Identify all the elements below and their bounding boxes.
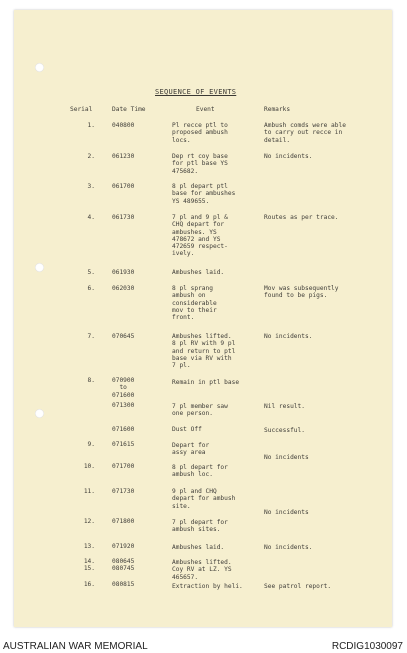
remarks-cell: No incidents [264, 454, 309, 461]
event-cell: 9 pl and CHQ depart for ambush site. [172, 488, 236, 510]
event-cell: 7 pl and 9 pl & CHQ depart for ambushes. YS 478672 and YS 472659 respect- ively. [172, 214, 228, 258]
date-time-cell: 061700 [112, 183, 135, 190]
remarks-cell: Routes as per trace. [264, 214, 339, 221]
date-time-cell: 061730 [112, 214, 135, 221]
serial-cell: 9. [87, 441, 95, 448]
date-time-cell: 071300 [112, 402, 135, 409]
remarks-cell: No incidents. [264, 153, 313, 160]
event-cell: Ambushes lifted. 8 pl RV with 9 pl and return to ptl base via RV with 7 pl. [172, 333, 236, 370]
remarks-cell: No incidents. [264, 544, 313, 551]
date-time-cell: 071700 [112, 463, 135, 470]
date-time-cell: 071730 [112, 488, 135, 495]
document-title: SEQUENCE OF EVENTS [155, 88, 237, 96]
serial-cell: 13. [83, 543, 95, 550]
event-cell: 7 pl depart for ambush sites. [172, 519, 228, 534]
serial-cell: 8. [87, 377, 95, 384]
date-time-cell: 071920 [112, 543, 135, 550]
remarks-cell: Nil result. [264, 403, 305, 410]
event-cell: Ambushes lifted. Coy RV at LZ. YS 465657. [172, 559, 232, 581]
serial-cell: 7. [87, 333, 95, 340]
date-time-cell: 071615 [112, 441, 135, 448]
event-cell: Dust Off [172, 426, 202, 433]
header-event: Event [196, 106, 215, 113]
event-cell: 8 pl depart for ambush loc. [172, 464, 228, 479]
date-time-cell: 080815 [112, 581, 135, 588]
event-cell: Pl recce ptl to proposed ambush locs. [172, 122, 228, 144]
punch-hole-middle [35, 263, 44, 272]
header-date-time: Date Time [112, 106, 146, 113]
punch-hole-bottom [35, 409, 44, 418]
serial-cell: 12. [83, 518, 95, 525]
header-serial: Serial [70, 106, 93, 113]
event-cell: 8 pl depart ptl base for ambushes YS 489655. [172, 183, 236, 205]
event-cell: Depart for assy area [172, 442, 210, 457]
event-cell: Ambushes laid. [172, 269, 225, 276]
date-time-cell: 071800 [112, 518, 135, 525]
serial-cell: 6. [87, 285, 95, 292]
event-cell: Extraction by heli. [172, 583, 243, 590]
remarks-cell: No incidents [264, 509, 309, 516]
serial-cell: 1. [87, 122, 95, 129]
serial-cell: 14. 15. [83, 558, 95, 573]
serial-cell: 3. [87, 183, 95, 190]
serial-cell: 4. [87, 214, 95, 221]
remarks-cell: See patrol report. [264, 583, 332, 590]
date-time-cell: 080645 080745 [112, 558, 135, 573]
archive-credit: AUSTRALIAN WAR MEMORIAL [3, 641, 148, 652]
serial-cell: 11. [83, 488, 95, 495]
remarks-cell: Ambush comds were able to carry out recce in detail. [264, 122, 346, 144]
serial-cell: 16. [83, 581, 95, 588]
remarks-cell: Successful. [264, 427, 305, 434]
date-time-cell: 070645 [112, 333, 135, 340]
header-remarks: Remarks [264, 106, 291, 113]
event-cell: Dep rt coy base for ptl base YS 475682. [172, 153, 228, 175]
serial-cell: 2. [87, 153, 95, 160]
date-time-cell: 061230 [112, 153, 135, 160]
date-time-cell: 061930 [112, 269, 135, 276]
remarks-cell: Mov was subsequently found to be pigs. [264, 285, 339, 300]
date-time-cell: 070900 to 071600 [112, 377, 135, 399]
date-time-cell: 062030 [112, 285, 135, 292]
event-cell: 8 pl sprang ambush on considerable mov to their front. [172, 285, 217, 322]
date-time-cell: 071600 [112, 426, 135, 433]
document-id: RCDIG1030097 [331, 641, 403, 652]
event-cell: Remain in ptl base [172, 379, 240, 386]
event-cell: Ambushes laid. [172, 544, 225, 551]
serial-cell: 5. [87, 269, 95, 276]
serial-cell: 10. [83, 463, 95, 470]
date-time-cell: 040800 [112, 122, 135, 129]
remarks-cell: No incidents. [264, 333, 313, 340]
event-cell: 7 pl member saw one person. [172, 403, 228, 418]
punch-hole-top [35, 63, 44, 72]
